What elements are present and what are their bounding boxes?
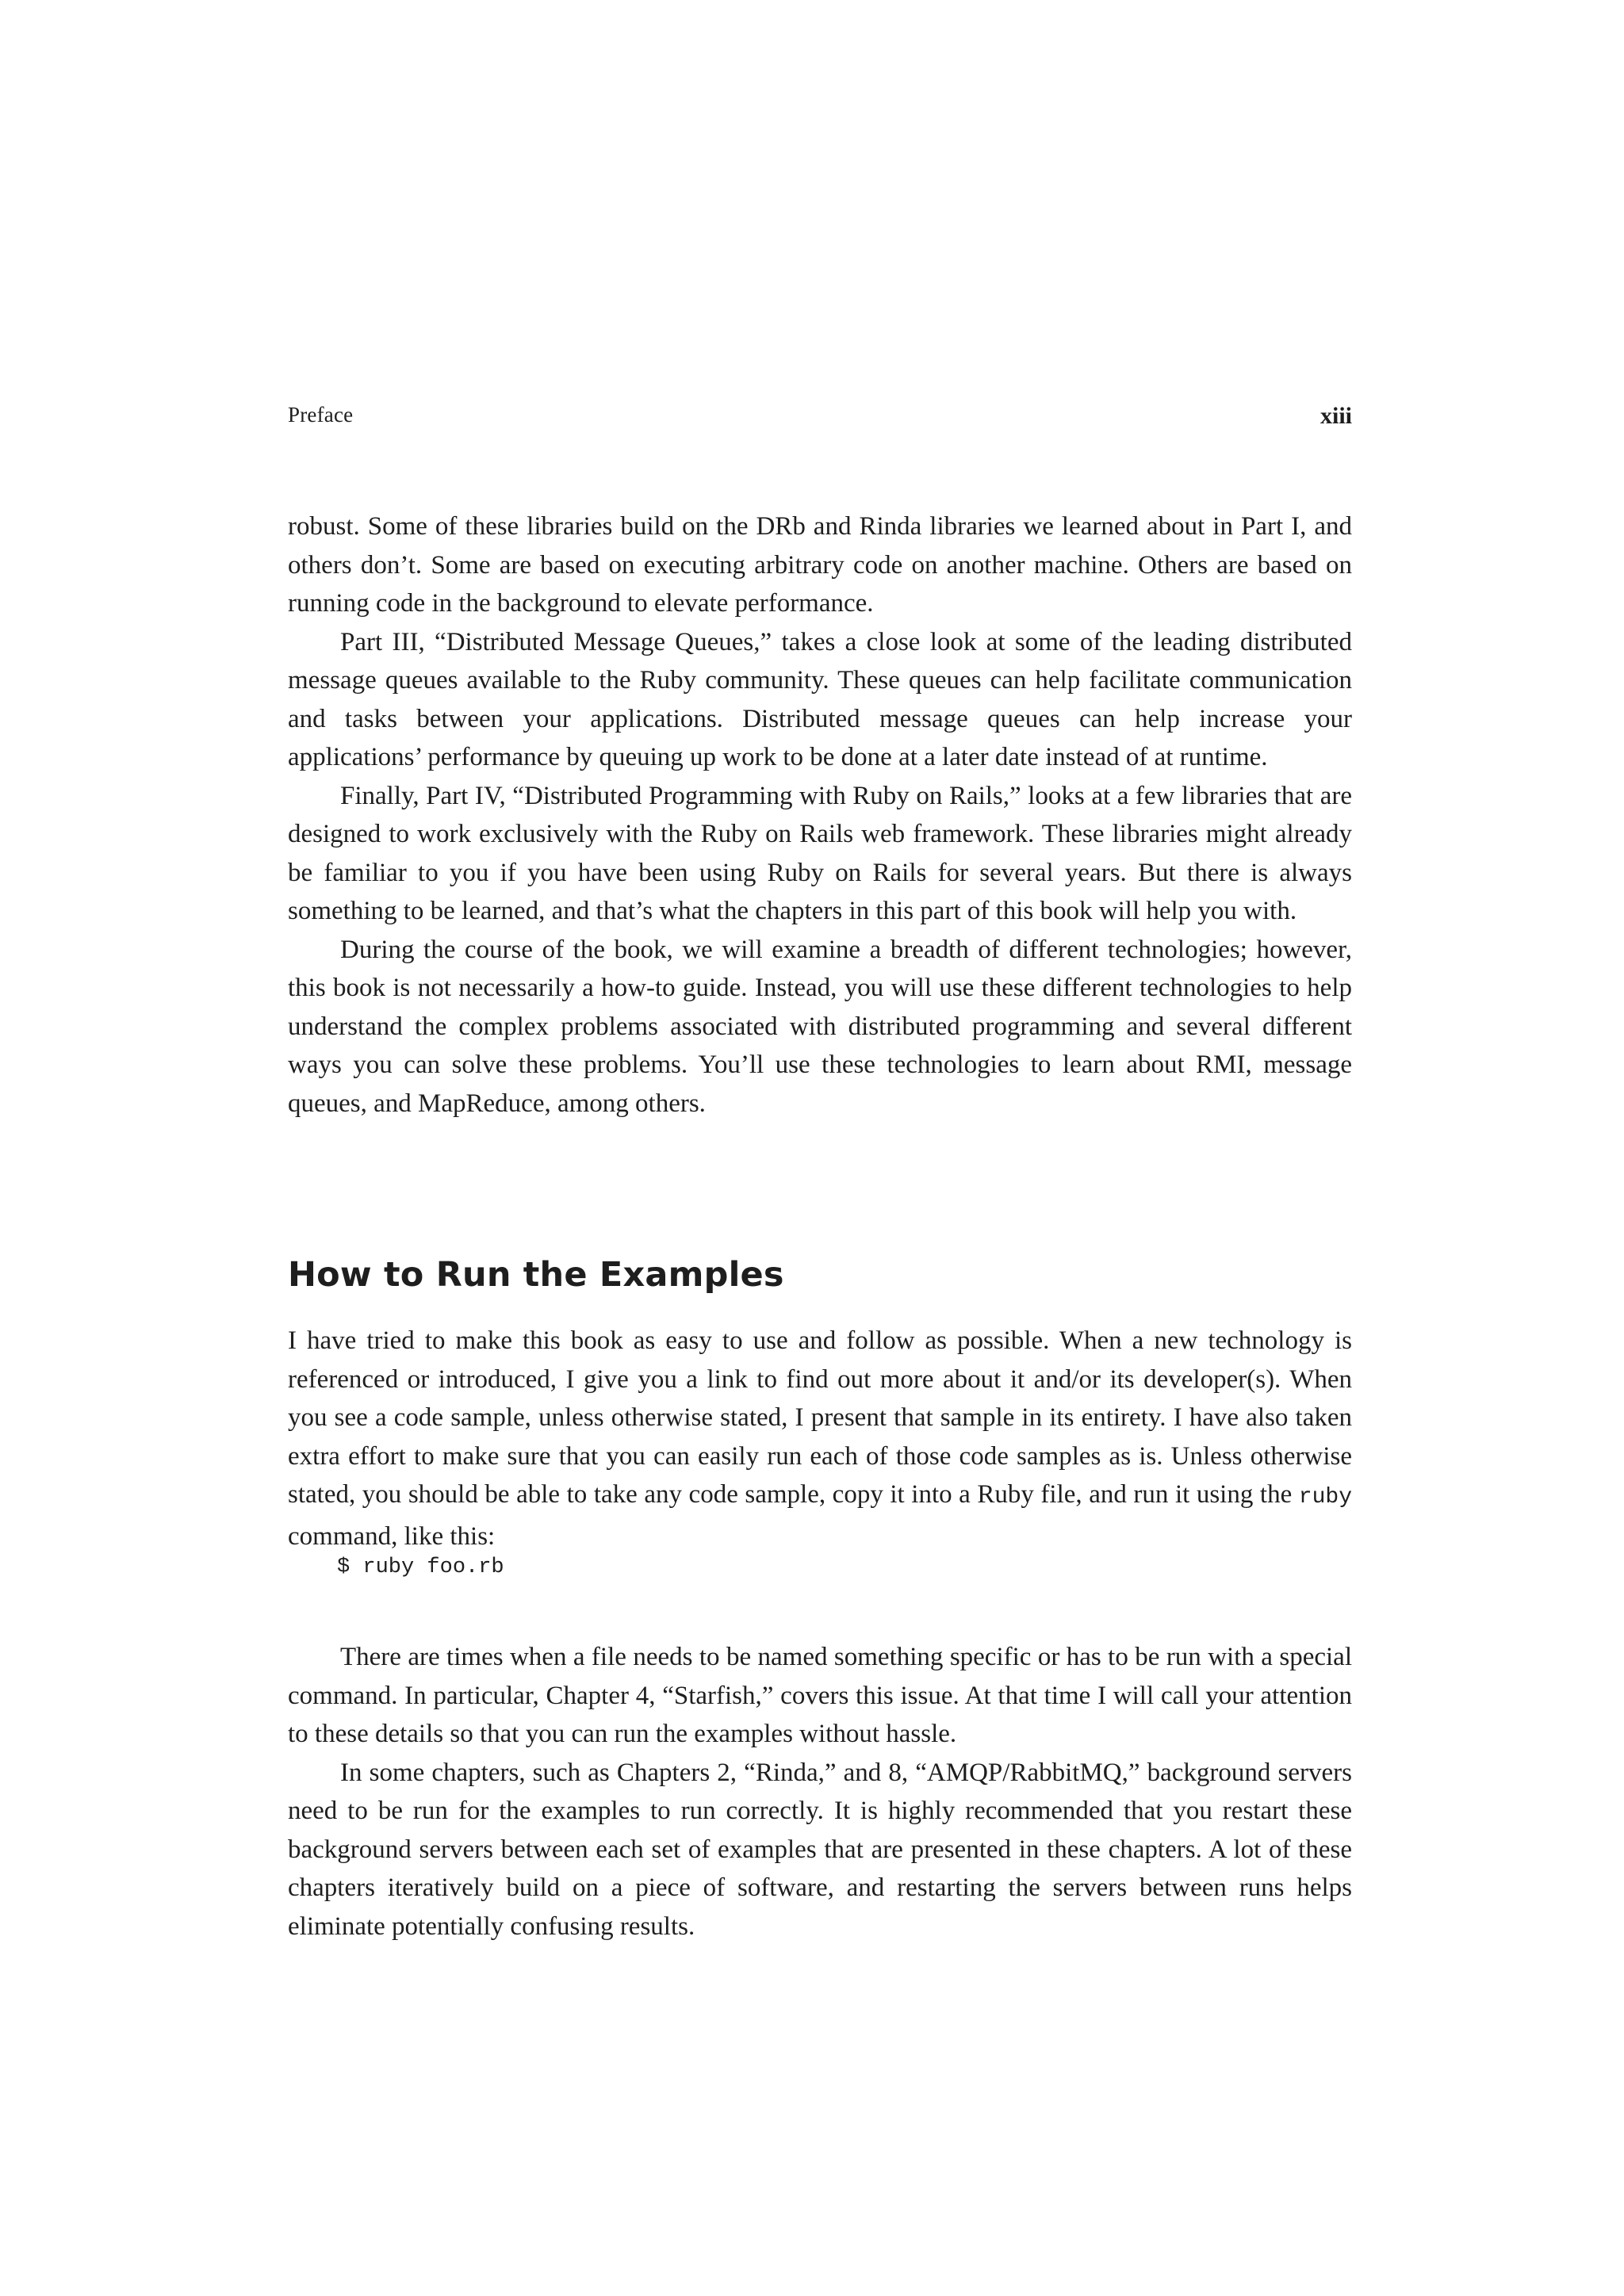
code-sample: $ ruby foo.rb bbox=[337, 1556, 504, 1579]
running-head bbox=[288, 403, 1352, 434]
paragraph: In some chapters, such as Chapters 2, “Rinda,” and 8, “AMQP/RabbitMQ,” background servers need to be run for the examples to run correctly. It is highly recommended that you restart these background servers between each set of examples that are presented in these chapters. A lot of these chapters iteratively build on a piece of software, and restarting the servers between runs helps eliminate potentially confusing results. bbox=[288, 1758, 1352, 1941]
paragraph: Finally, Part IV, “Distributed Programming with Ruby on Rails,” looks at a few libraries that are designed to work exclusively with the Ruby on Rails web framework. These libraries might already be familiar to you if you have been using Ruby on Rails for several years. But there is always something to be learned, and that’s what the chapters in this part of this book will help you with. bbox=[288, 781, 1352, 925]
paragraph bbox=[288, 1322, 1352, 1556]
section-heading: How to Run the Examples bbox=[288, 1255, 784, 1295]
body-text-section-intro bbox=[288, 1322, 1352, 1556]
inline-code: ruby bbox=[1298, 1485, 1353, 1510]
paragraph: There are times when a file needs to be named something specific or has to be run with a special command. In particular, Chapter 4, “Starfish,” covers this issue. At that time I will call your attention to these details so that you can run the examples without hassle. bbox=[288, 1643, 1352, 1748]
body-text-section-rest bbox=[288, 1638, 1352, 1946]
paragraph-text: I have tried to make this book as easy to use and follow as possible. When a new technology is referenced or introduced, I give you a link to find out more about it and/or its developer(s). When you see a code sample, unless otherwise stated, I present that sample in its entirety. I have also taken extra effort to make sure that you can easily run each of those code samples as is. Unless otherwise stated, you should be able to take any code sample, copy it into a Ruby file, and run it using the bbox=[288, 1326, 1352, 1509]
book-page bbox=[288, 0, 1352, 2296]
paragraph: During the course of the book, we will examine a breadth of different technologies; however, this book is not necessarily a how-to guide. Instead, you will use these different technologies to help understand the complex problems associated with distributed programming and several different ways you can solve these problems. You’ll use these technologies to learn about RMI, message queues, and MapReduce, among others. bbox=[288, 935, 1352, 1118]
running-head-title: Preface bbox=[288, 403, 354, 427]
page-number: xiii bbox=[1320, 403, 1352, 429]
paragraph: Part III, “Distributed Message Queues,” takes a close look at some of the leading distributed message queues available to the Ruby community. These queues can help facilitate communication and tasks between your applications. Distributed message queues can help increase your applications’ performance by queuing up work to be done at a later date instead of at runtime. bbox=[288, 627, 1352, 771]
body-text-top bbox=[288, 507, 1352, 1123]
paragraph: robust. Some of these libraries build on the DRb and Rinda libraries we learned about in Part I, and others don’t. Some are based on executing arbitrary code on another machine. Others are based on running code in the background to elevate performance. bbox=[288, 512, 1352, 618]
paragraph-text: command, like this: bbox=[288, 1521, 496, 1551]
